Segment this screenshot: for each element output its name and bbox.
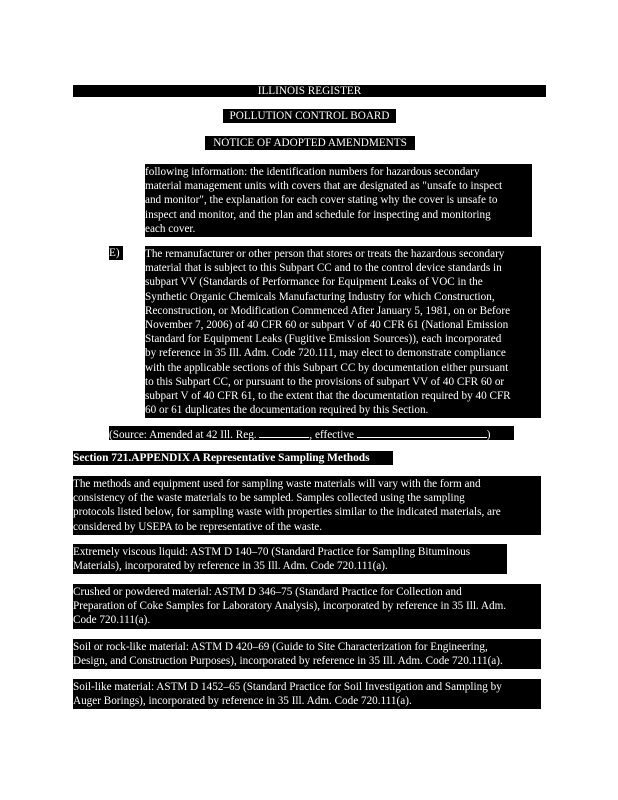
notice-title	[205, 136, 415, 150]
item-e-paragraph	[145, 246, 541, 418]
paragraph-line: consistency of the waste materials to be sampled. Samples collected using the sampling	[73, 492, 465, 505]
item-e-label-text: E)	[109, 247, 120, 259]
paragraph-line: The remanufacturer or other person that stores or treats the hazardous secondary	[145, 248, 505, 260]
register-title-text: ILLINOIS REGISTER	[257, 85, 362, 97]
paragraph-line: Extremely viscous liquid: ASTM D 140–70 (Standard Practice for Sampling Bituminous	[73, 546, 471, 558]
method-soil-like	[73, 679, 541, 709]
paragraph-line: Crushed or powdered material: ASTM D 346–75 (Standard Practice for Collection and	[73, 586, 462, 598]
paragraph-line: The methods and equipment used for sampling waste materials will vary with the form and	[73, 478, 481, 490]
paragraph-line: and monitor", the explanation for each cover stating why the cover is unsafe to	[145, 194, 498, 207]
paragraph-line: Design, and Construction Purposes), incorporated by reference in 35 Ill. Adm. Code 720.111(a).	[73, 655, 503, 668]
paragraph-line: to this Subpart CC, or pursuant to the provisions of subpart VV of 40 CFR 60 or	[145, 375, 505, 388]
source-prefix: (Source: Amended at 42 Ill. Reg.	[109, 429, 257, 441]
item-e-label	[109, 246, 123, 260]
paragraph-line: Soil or rock-like material: ASTM D 420–69 (Guide to Site Characterization for Engineering,	[73, 641, 488, 653]
paragraph-line: Synthetic Organic Chemicals Manufacturing Industry for which Construction,	[145, 290, 495, 303]
paragraph-line: subpart V of 40 CFR 61, to the extent that the documentation required by 40 CFR	[145, 390, 511, 403]
method-viscous-liquid	[73, 544, 507, 574]
method-crushed-material	[73, 584, 541, 629]
intro-paragraph	[73, 476, 541, 535]
paragraph-line: Code 720.111(a).	[73, 614, 151, 627]
paragraph-line: protocols listed below, for sampling waste with properties similar to the indicated materials, are	[73, 506, 501, 519]
source-note	[109, 426, 514, 440]
paragraph-line: Standard for Equipment Leaks (Fugitive Emission Sources)), each incorporated	[145, 333, 502, 346]
paragraph-line: November 7, 2006) of 40 CFR 60 or subpart V of 40 CFR 61 (National Emission	[145, 319, 509, 332]
paragraph-line: considered by USEPA to be representative of the waste.	[73, 520, 323, 533]
effective-blank	[357, 426, 487, 438]
paragraph-line: inspect and monitor, and the plan and schedule for inspecting and monitoring	[145, 208, 491, 221]
paragraph-line: following information: the identification numbers for hazardous secondary	[145, 166, 480, 178]
paragraph-line: Materials), incorporated by reference in 35 Ill. Adm. Code 720.111(a).	[73, 560, 388, 573]
method-soil-rock	[73, 639, 541, 669]
paragraph-line: Reconstruction, or Modification Commenced After January 5, 1981, on or Before	[145, 304, 511, 317]
paragraph-line: Preparation of Coke Samples for Laboratory Analysis), incorporated by reference in 35 Ill. Adm.	[73, 600, 507, 613]
paragraph-line: 60 or 61 duplicates the documentation required by this Section.	[145, 404, 429, 417]
paragraph-line: material management units with covers that are designated as "unsafe to inspect	[145, 180, 503, 193]
board-title	[223, 109, 396, 123]
source-effective: , effective	[309, 429, 354, 441]
paragraph-line: by reference in 35 Ill. Adm. Code 720.111, may elect to demonstrate compliance	[145, 347, 506, 360]
notice-title-text: NOTICE OF ADOPTED AMENDMENTS	[213, 137, 407, 149]
paragraph-line: with the applicable sections of this Subpart CC by documentation either pursuant	[145, 361, 509, 374]
section-heading	[73, 451, 393, 465]
register-title	[73, 85, 546, 97]
board-title-text: POLLUTION CONTROL BOARD	[229, 110, 390, 122]
paragraph-line: Soil-like material: ASTM D 1452–65 (Standard Practice for Soil Investigation and Sampling by	[73, 681, 502, 693]
paragraph-line: subpart VV (Standards of Performance for Equipment Leaks of VOC in the	[145, 276, 483, 289]
paragraph-line: each cover.	[145, 222, 196, 235]
paragraph-line: material that is subject to this Subpart CC and to the control device standards in	[145, 262, 502, 275]
section-heading-text: Section 721.APPENDIX A Representative Sampling Methods	[73, 452, 370, 464]
source-suffix: )	[486, 429, 491, 441]
paragraph-line: Auger Borings), incorporated by reference in 35 Ill. Adm. Code 720.111(a).	[73, 695, 412, 708]
register-blank	[259, 426, 309, 438]
following-paragraph	[145, 164, 532, 237]
